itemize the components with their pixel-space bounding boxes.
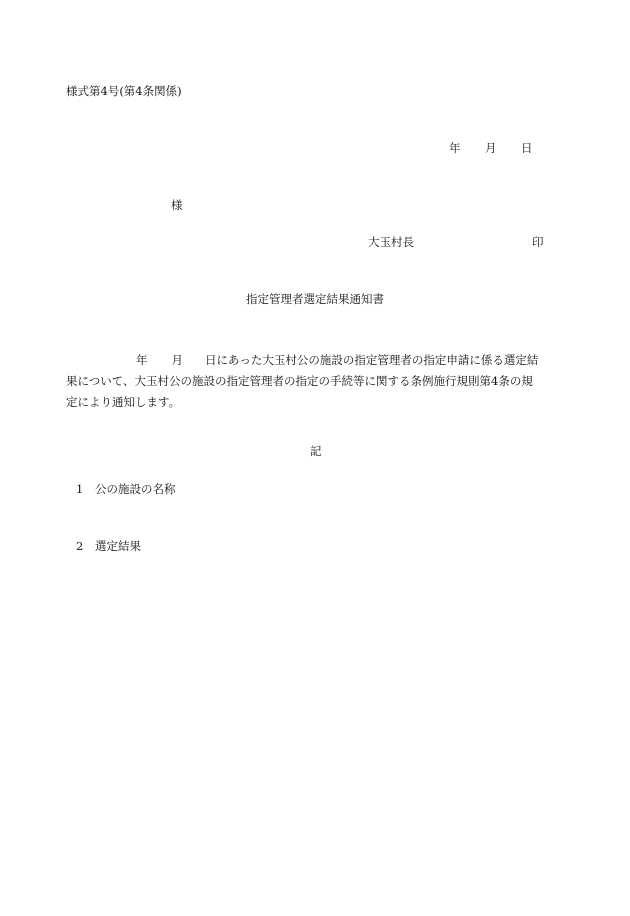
notice-body [66,350,566,413]
item-label: 公の施設の名称 [95,482,176,496]
list-item [76,484,176,496]
body-month-label: 月 [171,353,183,367]
body-year-label: 年 [136,353,148,367]
date-month-label: 月 [485,141,497,155]
item-number: 1 [76,482,84,496]
item-label: 選定結果 [95,539,141,553]
body-line-1-text: 日にあった大玉村公の施設の指定管理者の指定申請に係る選定結 [205,353,539,367]
seal-mark: 印 [532,235,544,249]
issuer-name: 大玉村長 [368,235,414,249]
list-item [76,541,141,553]
document-title: 指定管理者選定結果通知書 [246,292,384,306]
body-line-3: 定により通知します。 [66,395,181,409]
body-line-2: 果について、大玉村公の施設の指定管理者の指定の手続等に関する条例施行規則第4条の規 [66,374,533,388]
item-number: 2 [76,539,84,553]
form-number: 様式第4号(第4条関係) [66,84,182,98]
body-line-1 [66,350,566,371]
ki-heading: 記 [310,444,322,458]
addressee-honorific: 様 [171,198,183,212]
date-day-label: 日 [521,141,533,155]
date-year-label: 年 [449,141,461,155]
